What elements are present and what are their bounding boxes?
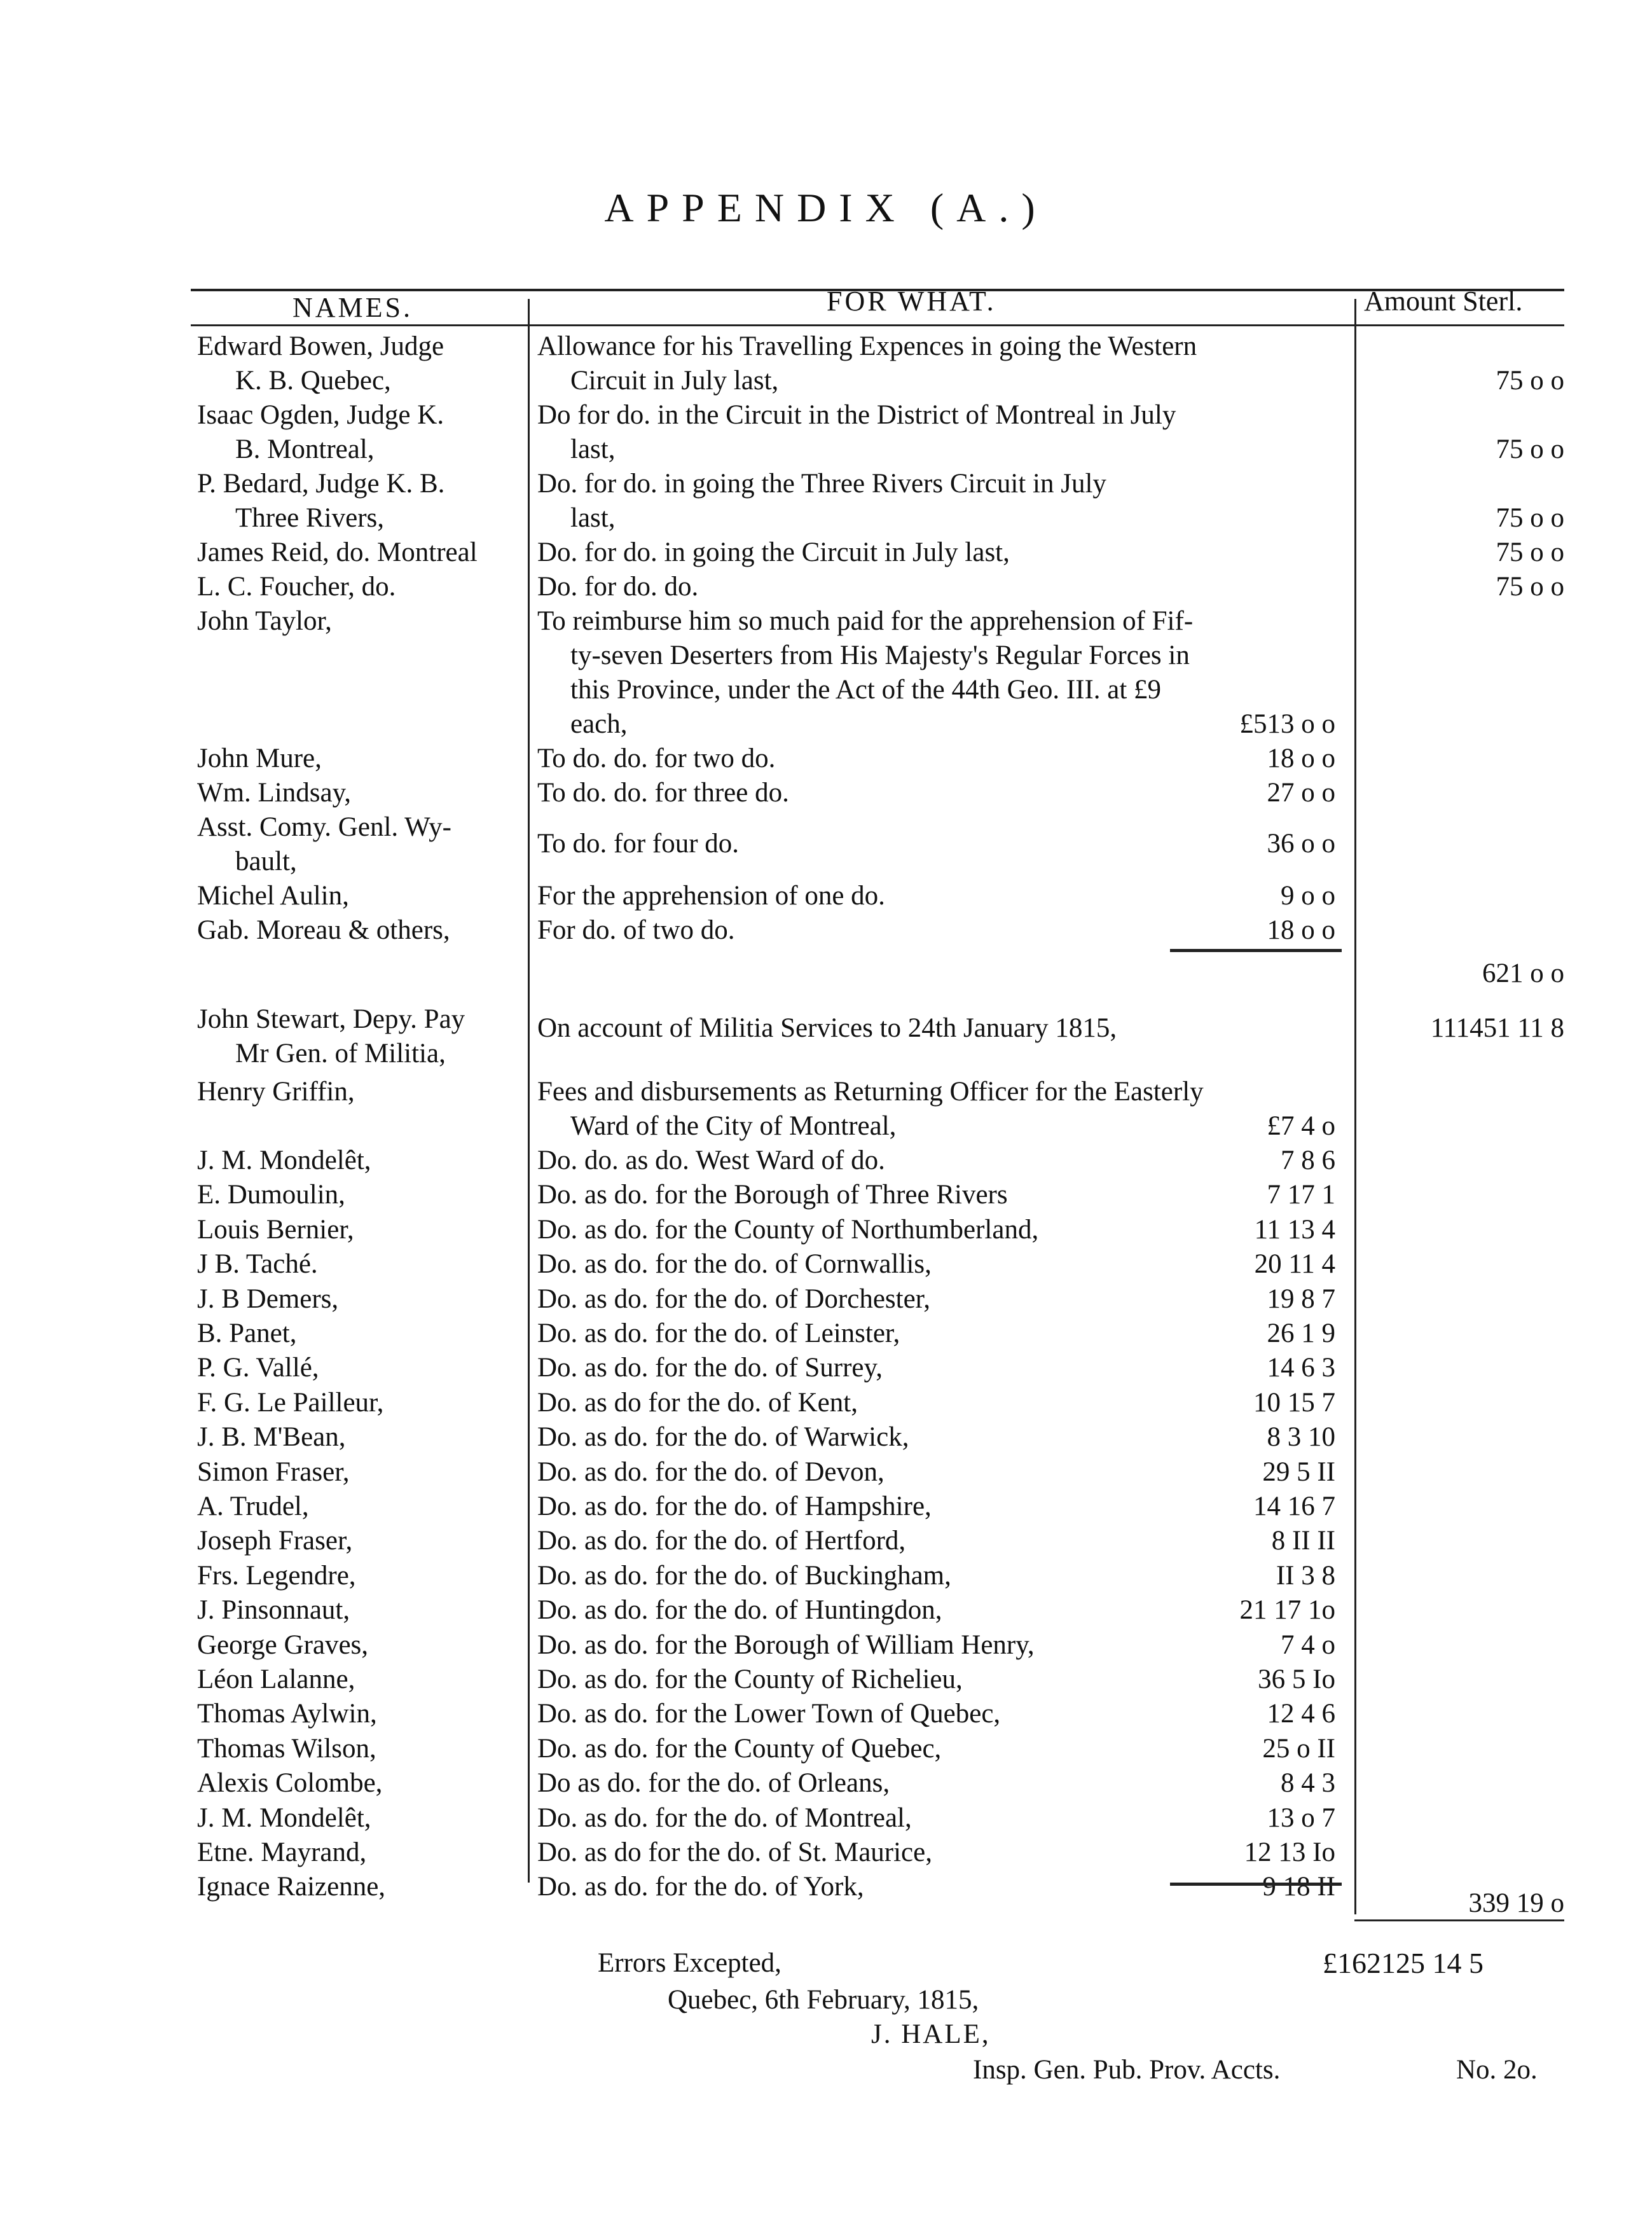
subtotal-cell: 8 4 3 [1281, 1768, 1335, 1798]
grand-total: £162125 14 5 [1323, 1947, 1483, 1979]
subtotal-cell: 10 15 7 [1253, 1388, 1335, 1418]
amount-cell: 75 o o [1496, 537, 1564, 567]
desc-cell: Do. as do. for the County of Northumberland, [537, 1215, 1039, 1245]
subtotal-cell: 20 11 4 [1254, 1249, 1335, 1279]
subtotal-rule [1170, 949, 1342, 952]
name-cell: Gab. Moreau & others, [197, 915, 450, 945]
subtotal-rule [1170, 1883, 1342, 1886]
errors-excepted: Errors Excepted, [598, 1948, 781, 1978]
desc-cell: To do. do. for two do. [537, 743, 776, 773]
name-cell: John Mure, [197, 743, 322, 773]
amount-cell: 75 o o [1496, 572, 1564, 602]
total-rule [1354, 1919, 1564, 1921]
name-cell: Asst. Comy. Genl. Wy- bault, [197, 812, 451, 876]
desc-cell: Do. as do. for the do. of York, [537, 1872, 864, 1902]
desc-cell: To do. for four do. [537, 829, 740, 859]
subtotal-cell: 18 o o [1267, 743, 1335, 773]
header-for-what: FOR WHAT. [827, 286, 996, 317]
desc-cell: Do. as do. for the do. of Warwick, [537, 1422, 909, 1452]
amount-cell: 75 o o [1496, 366, 1564, 396]
desc-cell: Do. as do. for the County of Richelieu, [537, 1664, 963, 1694]
name-cell: Joseph Fraser, [197, 1526, 353, 1556]
desc-cell: Do. for do. in going the Circuit in July last, [537, 537, 1010, 567]
name-cell: P. G. Vallé, [197, 1353, 319, 1383]
name-cell: L. C. Foucher, do. [197, 572, 396, 602]
amount-cell: 75 o o [1496, 503, 1564, 533]
subtotal-cell: 7 8 6 [1281, 1145, 1335, 1175]
desc-cell: Do. as do for the do. of Kent, [537, 1388, 858, 1418]
name-cell: Thomas Wilson, [197, 1734, 376, 1764]
subtotal-cell: 12 4 6 [1267, 1699, 1335, 1729]
column-rule-amount [1354, 299, 1356, 1914]
signer-office: Insp. Gen. Pub. Prov. Accts. [973, 2055, 1281, 2085]
desc-cell: Do. as do. for the Lower Town of Quebec, [537, 1699, 1001, 1729]
name-cell: Michel Aulin, [197, 881, 349, 911]
name-cell: P. Bedard, Judge K. B. Three Rivers, [197, 469, 445, 533]
subtotal-cell: 7 4 o [1281, 1630, 1335, 1660]
subtotal-cell: 11 13 4 [1254, 1215, 1335, 1245]
desc-cell: Do. as do. for the do. of Buckingham, [537, 1561, 951, 1591]
name-cell: Thomas Aylwin, [197, 1699, 377, 1729]
desc-cell: Do. as do. for the County of Quebec, [537, 1734, 942, 1764]
desc-cell: Do. as do. for the do. of Montreal, [537, 1803, 912, 1833]
subtotal-cell: II 3 8 [1276, 1561, 1335, 1591]
amount-cell: 75 o o [1496, 434, 1564, 464]
subtotal-cell: 25 o II [1262, 1734, 1335, 1764]
subtotal-cell: 8 II II [1271, 1526, 1335, 1556]
desc-cell: To do. do. for three do. [537, 778, 789, 808]
name-cell: Ignace Raizenne, [197, 1872, 386, 1902]
name-cell: J. M. Mondelêt, [197, 1803, 371, 1833]
desc-cell: Fees and disbursements as Returning Officer for the Easterly Ward of the City of Montreal, [537, 1077, 1204, 1141]
desc-cell: For do. of two do. [537, 915, 735, 945]
desc-cell: For the apprehension of one do. [537, 881, 885, 911]
desc-cell: Allowance for his Travelling Expences in going the Western Circuit in July last, [537, 331, 1197, 396]
amount-cell: 621 o o [1482, 958, 1564, 988]
header-names: NAMES. [293, 292, 413, 323]
subtotal-cell: 18 o o [1267, 915, 1335, 945]
subtotal-cell: 26 1 9 [1267, 1318, 1335, 1348]
name-cell: B. Panet, [197, 1318, 297, 1348]
name-cell: A. Trudel, [197, 1491, 309, 1521]
desc-cell: Do as do. for the do. of Orleans, [537, 1768, 890, 1798]
name-cell: George Graves, [197, 1630, 369, 1660]
amount-cell: 339 19 o [1468, 1888, 1564, 1918]
place-date: Quebec, 6th February, 1815, [668, 1985, 979, 2015]
name-cell: Wm. Lindsay, [197, 778, 352, 808]
subtotal-cell: 12 13 Io [1244, 1837, 1335, 1867]
desc-cell: Do. as do. for the Borough of William Henry, [537, 1630, 1035, 1660]
subtotal-cell: 14 16 7 [1253, 1491, 1335, 1521]
subtotal-cell: 19 8 7 [1267, 1284, 1335, 1314]
name-cell: Léon Lalanne, [197, 1664, 355, 1694]
page-title: APPENDIX (A.) [604, 185, 1048, 230]
desc-cell: Do. as do. for the do. of Huntingdon, [537, 1595, 942, 1625]
name-cell: Frs. Legendre, [197, 1561, 356, 1591]
desc-cell: On account of Militia Services to 24th January 1815, [537, 1013, 1117, 1043]
desc-cell: Do. as do. for the do. of Surrey, [537, 1353, 883, 1383]
name-cell: Isaac Ogden, Judge K. B. Montreal, [197, 400, 444, 464]
name-cell: J. B. M'Bean, [197, 1422, 346, 1452]
desc-cell: Do. do. as do. West Ward of do. [537, 1145, 885, 1175]
desc-cell: Do. as do. for the do. of Devon, [537, 1457, 885, 1487]
name-cell: J B. Taché. [197, 1249, 318, 1279]
name-cell: J. Pinsonnaut, [197, 1595, 350, 1625]
name-cell: E. Dumoulin, [197, 1180, 345, 1210]
name-cell: J. M. Mondelêt, [197, 1145, 371, 1175]
subtotal-cell: 9 o o [1281, 881, 1335, 911]
name-cell: Alexis Colombe, [197, 1768, 383, 1798]
subtotal-cell: 7 17 1 [1267, 1180, 1335, 1210]
desc-cell: Do. as do. for the do. of Leinster, [537, 1318, 900, 1348]
desc-cell: Do for do. in the Circuit in the District of Montreal in July last, [537, 400, 1176, 464]
subtotal-cell: 9 18 II [1262, 1872, 1335, 1902]
name-cell: Henry Griffin, [197, 1077, 355, 1107]
name-cell: John Taylor, [197, 606, 332, 636]
desc-cell: To reimburse him so much paid for the apprehension of Fif- ty-seven Deserters from His Majesty's Regular Forces in this Province, under the Act of the 44th Geo. III. at £9 each, [537, 606, 1194, 739]
name-cell: Etne. Mayrand, [197, 1837, 367, 1867]
name-cell: James Reid, do. Montreal [197, 537, 478, 567]
desc-cell: Do. as do. for the do. of Hampshire, [537, 1491, 932, 1521]
name-cell: Edward Bowen, Judge K. B. Quebec, [197, 331, 444, 396]
subtotal-cell: 36 o o [1267, 829, 1335, 859]
amount-cell: 111451 11 8 [1430, 1013, 1564, 1043]
subtotal-cell: 27 o o [1267, 778, 1335, 808]
subtotal-cell: 36 5 Io [1258, 1664, 1335, 1694]
signer-name: J. HALE, [871, 2019, 991, 2049]
desc-cell: Do. as do. for the do. of Dorchester, [537, 1284, 931, 1314]
desc-cell: Do. as do. for the Borough of Three Rivers [537, 1180, 1008, 1210]
name-cell: J. B Demers, [197, 1284, 339, 1314]
header-rule [191, 324, 1564, 326]
header-amount: Amount Sterl. [1364, 286, 1523, 317]
name-cell: Louis Bernier, [197, 1215, 354, 1245]
subtotal-cell: 8 3 10 [1267, 1422, 1335, 1452]
subtotal-cell: 14 6 3 [1267, 1353, 1335, 1383]
column-rule-names [528, 299, 530, 1883]
subtotal-cell: 13 o 7 [1267, 1803, 1335, 1833]
subtotal-cell: 21 17 1o [1239, 1595, 1335, 1625]
subtotal-cell: 29 5 II [1262, 1457, 1335, 1487]
name-cell: F. G. Le Pailleur, [197, 1388, 384, 1418]
name-cell: John Stewart, Depy. Pay Mr Gen. of Militia, [197, 1004, 465, 1068]
desc-cell: Do. for do. in going the Three Rivers Circuit in July last, [537, 469, 1106, 533]
subtotal-cell: £513 o o [1239, 709, 1335, 739]
desc-cell: Do. as do. for the do. of Cornwallis, [537, 1249, 932, 1279]
accounts-table [191, 280, 1564, 1918]
desc-cell: Do. as do. for the do. of Hertford, [537, 1526, 906, 1556]
desc-cell: Do. as do for the do. of St. Maurice, [537, 1837, 932, 1867]
name-cell: Simon Fraser, [197, 1457, 350, 1487]
subtotal-cell: £7 4 o [1267, 1111, 1335, 1141]
desc-cell: Do. for do. do. [537, 572, 699, 602]
page-number: No. 2o. [1456, 2055, 1538, 2085]
